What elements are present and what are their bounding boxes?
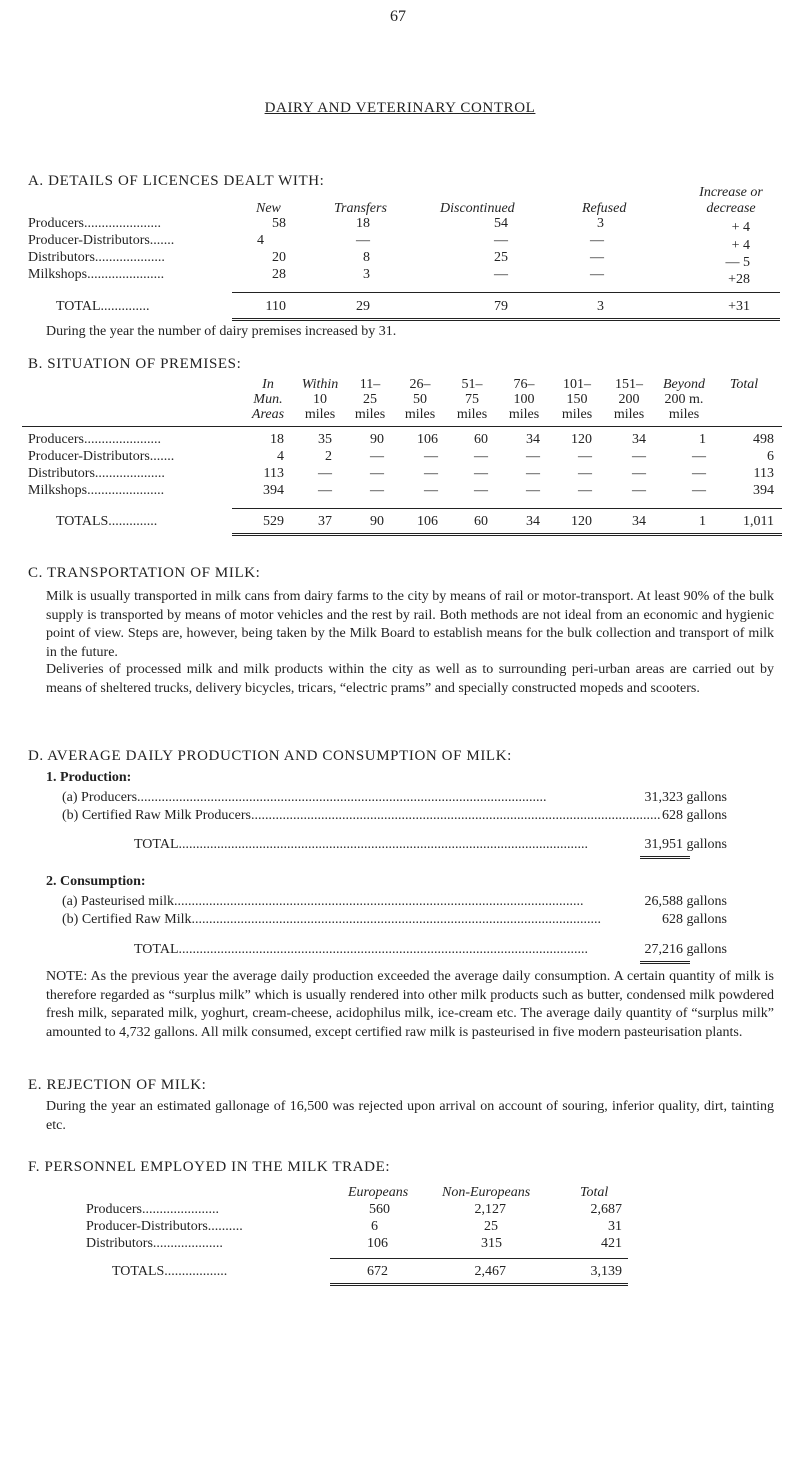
cell-total: 421 bbox=[601, 1236, 622, 1251]
total-new: 110 bbox=[265, 299, 286, 314]
total-total: 3,139 bbox=[590, 1264, 622, 1279]
section-e-paragraph: During the year an estimated gallonage of 16,500 was rejected upon arrival on account of souring, inferior quality, dirt, tainting etc. bbox=[46, 1099, 774, 1133]
total-cell: 1,011 bbox=[743, 514, 774, 529]
col-header-new: New bbox=[256, 201, 281, 216]
table-cell: — bbox=[692, 466, 706, 481]
total-label: TOTALS.............. bbox=[56, 514, 158, 529]
cell-change: — 5 bbox=[725, 255, 750, 270]
total-discontinued: 79 bbox=[494, 299, 508, 314]
table-cell: — bbox=[424, 466, 438, 481]
table-cell: — bbox=[692, 449, 706, 464]
total-label: TOTALS.................. bbox=[112, 1264, 228, 1279]
cell-change: +28 bbox=[728, 272, 750, 287]
cell-new: 4 bbox=[257, 233, 264, 248]
table-cell: — bbox=[318, 483, 332, 498]
table-rule bbox=[232, 508, 782, 509]
production-heading: 1. Production: bbox=[46, 770, 132, 785]
table-cell: 498 bbox=[753, 432, 774, 447]
table-cell: — bbox=[578, 449, 592, 464]
col-header: Beyond 200 m. miles bbox=[663, 377, 705, 422]
section-c-paragraph-1: Milk is usually transported in milk cans from dairy farms to the city by means of rail or motor-transport. At least 90% of the bulk supply is transported by means of motor vehicles and the rest by rail. Both methods are not ideal from an economic and hygienic point of view. Steps are, however, being taken by the Milk Board to establish means for the bulk collection and transport of milk in the future. bbox=[46, 589, 774, 660]
table-cell: — bbox=[692, 483, 706, 498]
table-cell: 120 bbox=[571, 432, 592, 447]
cell-new: 20 bbox=[272, 250, 286, 265]
consumption-value-a: 26,588 gallons bbox=[644, 894, 727, 909]
cell-refused: — bbox=[590, 250, 604, 265]
page-number: 67 bbox=[390, 8, 406, 25]
production-value-a: 31,323 gallons bbox=[644, 790, 727, 805]
table-cell: — bbox=[474, 466, 488, 481]
cell-non-europeans: 25 bbox=[484, 1219, 498, 1234]
table-cell: — bbox=[632, 449, 646, 464]
production-total-value: 31,951 gallons bbox=[644, 837, 727, 852]
total-label: TOTAL.............. bbox=[56, 299, 150, 314]
table-cell: 6 bbox=[767, 449, 774, 464]
total-refused: 3 bbox=[597, 299, 604, 314]
section-a-heading: A. DETAILS OF LICENCES DEALT WITH: bbox=[28, 173, 325, 189]
consumption-line-b: (b) Certified Raw Milk..................................................................................................................... bbox=[62, 912, 601, 927]
table-cell: — bbox=[370, 466, 384, 481]
total-double-rule bbox=[640, 961, 690, 964]
table-rule bbox=[22, 426, 782, 427]
table-cell: — bbox=[318, 466, 332, 481]
table-cell: — bbox=[526, 466, 540, 481]
col-header-europeans: Europeans bbox=[348, 1185, 409, 1200]
table-cell: — bbox=[526, 449, 540, 464]
col-header-refused: Refused bbox=[582, 201, 627, 216]
cell-refused: — bbox=[590, 267, 604, 282]
table-rule bbox=[330, 1258, 628, 1259]
col-header: Within 10 miles bbox=[301, 377, 339, 422]
col-header-transfers: Transfers bbox=[334, 201, 387, 216]
table-cell: — bbox=[474, 449, 488, 464]
total-non-europeans: 2,467 bbox=[474, 1264, 506, 1279]
col-header: 51– 75 miles bbox=[456, 377, 488, 422]
total-transfers: 29 bbox=[356, 299, 370, 314]
production-total-line: TOTAL..................................................................................................................... bbox=[134, 837, 589, 852]
row-label: Milkshops...................... bbox=[28, 483, 165, 498]
col-header-discontinued: Discontinued bbox=[440, 201, 515, 216]
table-cell: 394 bbox=[263, 483, 284, 498]
cell-discontinued: — bbox=[494, 233, 508, 248]
consumption-value-b: 628 gallons bbox=[662, 912, 727, 927]
consumption-total-line: TOTAL..................................................................................................................... bbox=[134, 942, 589, 957]
production-value-b: 628 gallons bbox=[662, 808, 727, 823]
total-cell: 529 bbox=[263, 514, 284, 529]
cell-europeans: 106 bbox=[367, 1236, 388, 1251]
col-header-decrease: decrease bbox=[706, 201, 756, 216]
table-cell: — bbox=[424, 483, 438, 498]
table-cell: 34 bbox=[632, 432, 646, 447]
col-header: 26– 50 miles bbox=[404, 377, 436, 422]
cell-refused: 3 bbox=[597, 216, 604, 231]
table-cell: — bbox=[578, 483, 592, 498]
table-cell: — bbox=[632, 483, 646, 498]
cell-non-europeans: 315 bbox=[481, 1236, 502, 1251]
col-header: In Mun. Areas bbox=[251, 377, 285, 422]
col-header: 11– 25 miles bbox=[354, 377, 386, 422]
section-b-heading: B. SITUATION OF PREMISES: bbox=[28, 356, 242, 372]
total-cell: 60 bbox=[474, 514, 488, 529]
row-label: Producer-Distributors....... bbox=[28, 233, 175, 248]
table-cell: 4 bbox=[277, 449, 284, 464]
total-europeans: 672 bbox=[367, 1264, 388, 1279]
total-cell: 34 bbox=[632, 514, 646, 529]
cell-change: + 4 bbox=[731, 238, 750, 253]
cell-transfers: 8 bbox=[363, 250, 370, 265]
row-label: Producer-Distributors.......... bbox=[86, 1219, 243, 1234]
cell-transfers: — bbox=[356, 233, 370, 248]
total-cell: 120 bbox=[571, 514, 592, 529]
total-cell: 106 bbox=[417, 514, 438, 529]
section-d-heading: D. AVERAGE DAILY PRODUCTION AND CONSUMPTION OF MILK: bbox=[28, 748, 512, 764]
table-cell: — bbox=[370, 449, 384, 464]
cell-change: + 4 bbox=[731, 220, 750, 235]
cell-refused: — bbox=[590, 233, 604, 248]
total-change: +31 bbox=[728, 299, 750, 314]
consumption-total-value: 27,216 gallons bbox=[644, 942, 727, 957]
cell-new: 28 bbox=[272, 267, 286, 282]
col-header-non-europeans: Non-Europeans bbox=[442, 1185, 531, 1200]
cell-discontinued: 25 bbox=[494, 250, 508, 265]
row-label: Distributors.................... bbox=[28, 250, 165, 265]
cell-total: 2,687 bbox=[590, 1202, 622, 1217]
col-header-total: Total bbox=[580, 1185, 609, 1200]
section-d-note: NOTE: As the previous year the average daily production exceeded the average daily consumption. A certain quantity of milk is therefore regarded as “surplus milk” which is usually rendered into other milk products such as butter, condensed milk powdered fresh milk, separated milk, yoghurt, cream-cheese, acidophilus milk, ice-cream etc. The average daily quantity of “surplus milk” amounted to 4,732 gallons. All milk consumed, except certified raw milk is pasteurised in five modern pasteurisation plants. bbox=[46, 969, 774, 1040]
section-c-paragraph-2: Deliveries of processed milk and milk products within the city as well as to surrounding peri-urban areas are carried out by means of sheltered trucks, delivery bicycles, tricars, “electric prams” and specially constructed mopeds and scooters. bbox=[46, 662, 774, 696]
table-cell: — bbox=[578, 466, 592, 481]
section-c-heading: C. TRANSPORTATION OF MILK: bbox=[28, 565, 261, 581]
section-f-heading: F. PERSONNEL EMPLOYED IN THE MILK TRADE: bbox=[28, 1159, 391, 1175]
cell-europeans: 6 bbox=[371, 1219, 378, 1234]
table-cell: — bbox=[632, 466, 646, 481]
total-cell: 37 bbox=[318, 514, 332, 529]
row-label: Producer-Distributors....... bbox=[28, 449, 175, 464]
table-cell: 18 bbox=[270, 432, 284, 447]
table-cell: 2 bbox=[325, 449, 332, 464]
cell-discontinued: 54 bbox=[494, 216, 508, 231]
table-cell: 35 bbox=[318, 432, 332, 447]
consumption-heading: 2. Consumption: bbox=[46, 874, 146, 889]
cell-transfers: 3 bbox=[363, 267, 370, 282]
table-cell: — bbox=[424, 449, 438, 464]
table-cell: — bbox=[474, 483, 488, 498]
table-cell: 106 bbox=[417, 432, 438, 447]
col-header-increase: Increase or bbox=[699, 185, 763, 200]
col-header: 101– 150 miles bbox=[561, 377, 593, 422]
table-cell: 34 bbox=[526, 432, 540, 447]
table-double-rule bbox=[330, 1283, 628, 1286]
row-label: Distributors.................... bbox=[86, 1236, 223, 1251]
total-cell: 90 bbox=[370, 514, 384, 529]
row-label: Producers...................... bbox=[28, 432, 161, 447]
col-header: 76– 100 miles bbox=[508, 377, 540, 422]
cell-non-europeans: 2,127 bbox=[474, 1202, 506, 1217]
page-title: DAIRY AND VETERINARY CONTROL bbox=[264, 100, 536, 116]
production-line-b: (b) Certified Raw Milk Producers..................................................................................................................... bbox=[62, 808, 661, 823]
table-double-rule bbox=[232, 318, 780, 321]
cell-discontinued: — bbox=[494, 267, 508, 282]
row-label: Producers...................... bbox=[28, 216, 161, 231]
table-double-rule bbox=[232, 533, 782, 536]
table-rule bbox=[232, 292, 780, 293]
table-cell: — bbox=[526, 483, 540, 498]
cell-new: 58 bbox=[272, 216, 286, 231]
col-header: 151– 200 miles bbox=[613, 377, 645, 422]
total-cell: 1 bbox=[699, 514, 706, 529]
row-label: Producers...................... bbox=[86, 1202, 219, 1217]
cell-total: 31 bbox=[608, 1219, 622, 1234]
table-cell: 1 bbox=[699, 432, 706, 447]
cell-transfers: 18 bbox=[356, 216, 370, 231]
production-line-a: (a) Producers..................................................................................................................... bbox=[62, 790, 547, 805]
table-cell: 60 bbox=[474, 432, 488, 447]
table-cell: 394 bbox=[753, 483, 774, 498]
total-double-rule bbox=[640, 856, 690, 859]
col-header: Total bbox=[729, 377, 759, 392]
table-cell: 113 bbox=[263, 466, 284, 481]
cell-europeans: 560 bbox=[369, 1202, 390, 1217]
table-cell: 90 bbox=[370, 432, 384, 447]
section-a-note: During the year the number of dairy premises increased by 31. bbox=[46, 324, 397, 339]
row-label: Milkshops...................... bbox=[28, 267, 165, 282]
total-cell: 34 bbox=[526, 514, 540, 529]
section-e-heading: E. REJECTION OF MILK: bbox=[28, 1077, 207, 1093]
consumption-line-a: (a) Pasteurised milk..................................................................................................................... bbox=[62, 894, 584, 909]
table-cell: 113 bbox=[753, 466, 774, 481]
table-cell: — bbox=[370, 483, 384, 498]
row-label: Distributors.................... bbox=[28, 466, 165, 481]
